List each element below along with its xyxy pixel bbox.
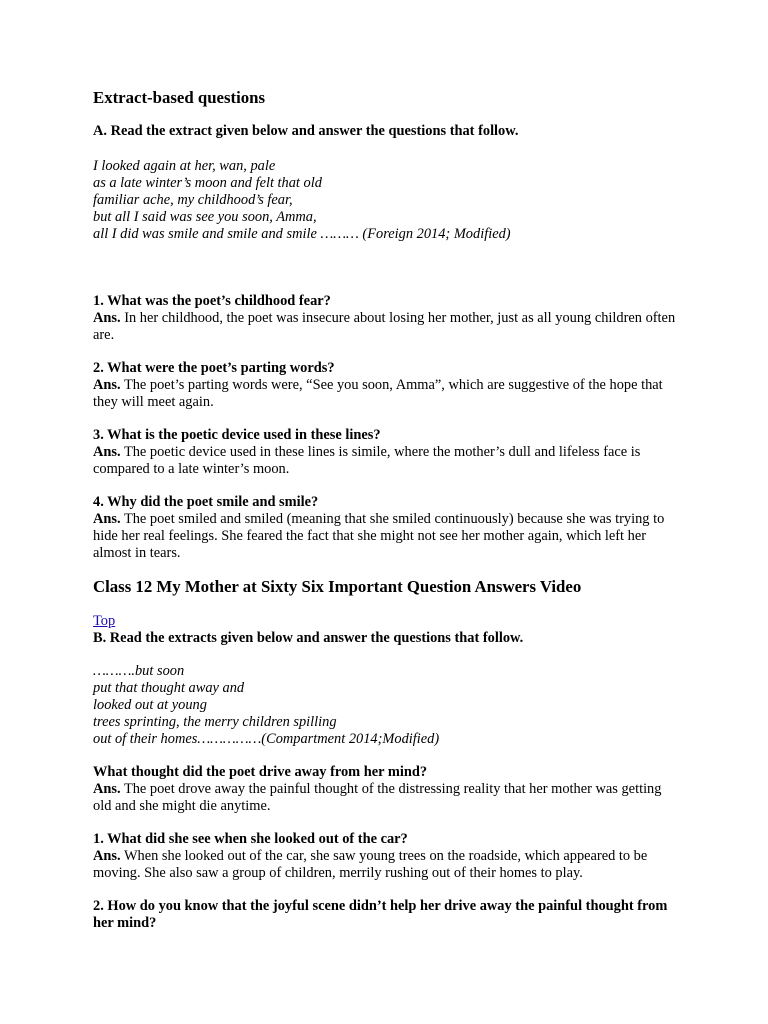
extract-a [93,158,683,243]
answer-label: Ans. [93,377,121,393]
extract-a-line: but all I said was see you soon, Amma, [93,209,317,225]
qa-item [93,898,683,932]
answer-label: Ans. [93,444,121,460]
answer-text: The poet smiled and smiled (meaning that she smiled continuously) because she was trying to hide her real feelings. She feared the fact that she might not see her mother again, which left her almost in tears. [93,511,665,561]
question: What thought did the poet drive away from her mind? [93,764,428,780]
answer-text: The poet’s parting words were, “See you soon, Amma”, which are suggestive of the hope that they will meet again. [93,377,663,410]
answer-label: Ans. [93,848,121,864]
answer-text: In her childhood, the poet was insecure about losing her mother, just as all young children often are. [93,310,676,343]
answer [93,377,683,411]
section-a-instruction: A. Read the extract given below and answer the questions that follow. [93,123,519,139]
qa-item [93,494,683,562]
extract-a-line: I looked again at her, wan, pale [93,158,276,174]
qa-item [93,293,683,344]
answer-text: The poetic device used in these lines is simile, where the mother’s dull and lifeless face is compared to a late winter’s moon. [93,444,641,477]
extract-a-line: as a late winter’s moon and felt that old [93,175,322,191]
question: 2. How do you know that the joyful scene didn’t help her drive away the painful thought from her mind? [93,898,668,931]
answer [93,511,683,562]
answer-label: Ans. [93,310,121,326]
section-b-instruction: B. Read the extracts given below and answer the questions that follow. [93,630,524,646]
extract-a-line: familiar ache, my childhood’s fear, [93,192,293,208]
extract-b [93,663,683,748]
extract-a-line: all I did was smile and smile and smile ……… (Foreign 2014; Modified) [93,226,511,242]
extract-b-line: ……….but soon [93,663,185,679]
question: 3. What is the poetic device used in these lines? [93,427,381,443]
qa-item [93,764,683,815]
qa-item [93,360,683,411]
qa-item [93,831,683,882]
answer-label: Ans. [93,511,121,527]
extract-b-line: put that thought away and [93,680,245,696]
answer [93,444,683,478]
answer-text: When she looked out of the car, she saw young trees on the roadside, which appeared to be moving. She also saw a group of children, merrily rushing out of their homes to play. [93,848,648,881]
question: 1. What was the poet’s childhood fear? [93,293,331,309]
answer-text: The poet drove away the painful thought of the distressing reality that her mother was getting old and she might die anytime. [93,781,662,814]
extract-b-line: looked out at young [93,697,207,713]
video-section-title: Class 12 My Mother at Sixty Six Important Question Answers Video [93,577,582,596]
answer [93,848,683,882]
answer-label: Ans. [93,781,121,797]
document-page [93,88,683,932]
top-link[interactable]: Top [93,613,116,629]
qa-item [93,427,683,478]
answer [93,310,683,344]
question: 1. What did she see when she looked out of the car? [93,831,408,847]
question: 4. Why did the poet smile and smile? [93,494,319,510]
question: 2. What were the poet’s parting words? [93,360,335,376]
answer [93,781,683,815]
extract-b-line: trees sprinting, the merry children spilling [93,714,337,730]
page-heading: Extract-based questions [93,88,266,107]
extract-b-line: out of their homes……………(Compartment 2014;Modified) [93,731,440,747]
